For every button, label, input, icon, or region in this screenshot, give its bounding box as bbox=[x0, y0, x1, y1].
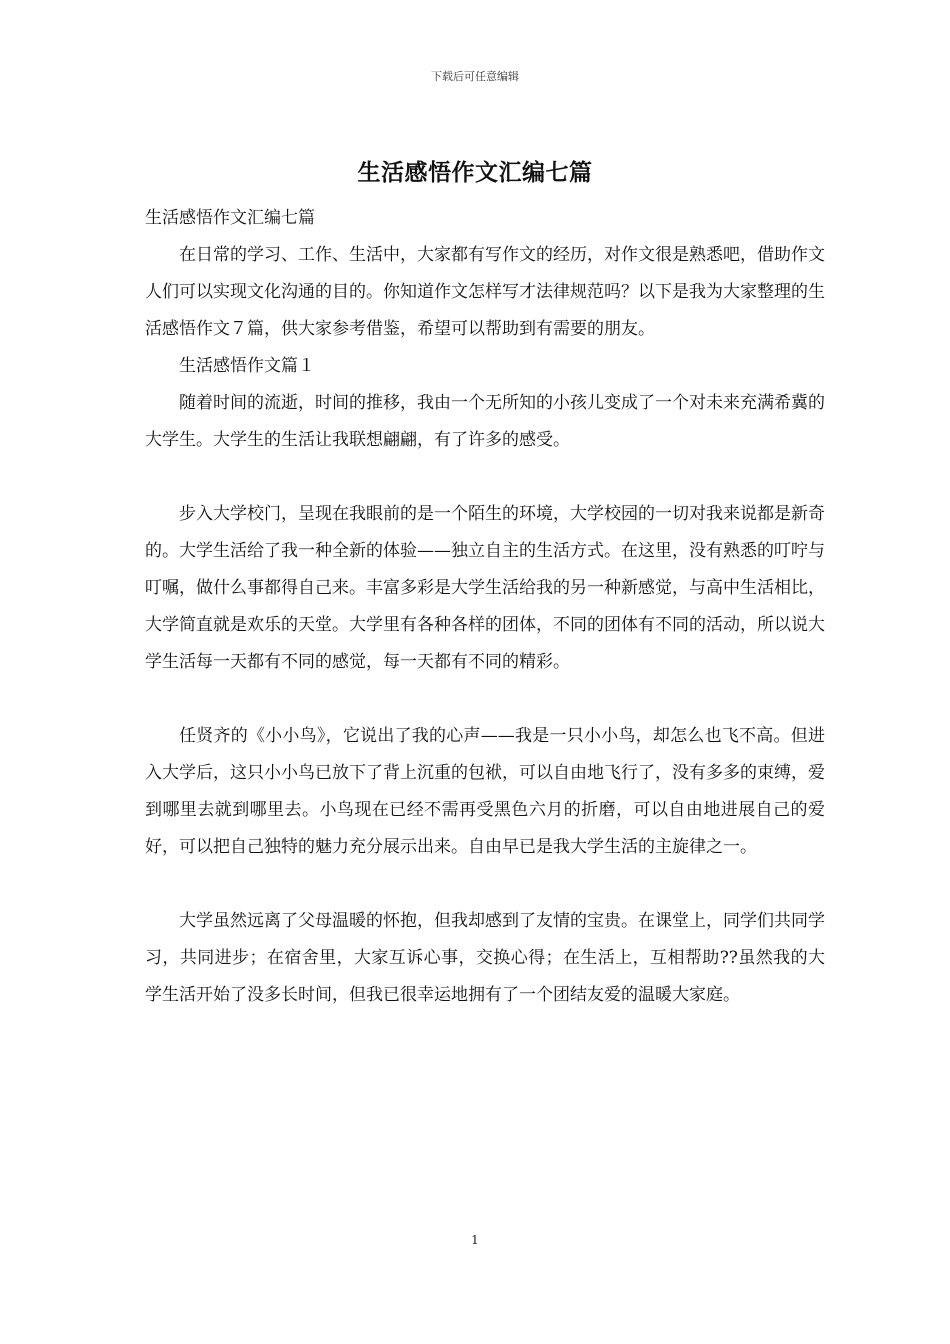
page-number: 1 bbox=[471, 1233, 479, 1247]
document-body bbox=[145, 200, 825, 1014]
paragraph-spacer bbox=[145, 459, 825, 496]
body-paragraph-2: 步入大学校门，呈现在我眼前的是一个陌生的环境，大学校园的一切对我来说都是新奇的。大学生活给了我一种全新的体验——独立自主的生活方式。在这里，没有熟悉的叮咛与叮嘱，做什么事都得自己来。丰富多彩是大学生活给我的另一种新感觉，与高中生活相比，大学简直就是欢乐的天堂。大学里有各种各样的团体，不同的团体有不同的活动，所以说大学生活每一天都有不同的感觉，每一天都有不同的精彩。 bbox=[145, 504, 825, 672]
document-subtitle: 生活感悟作文汇编七篇 bbox=[145, 208, 315, 228]
header-note: 下载后可任意编辑 bbox=[431, 70, 519, 83]
body-paragraph-3: 任贤齐的《小小鸟》，它说出了我的心声——我是一只小小鸟，却怎么也飞不高。但进入大学后，这只小小鸟已放下了背上沉重的包袱，可以自由地飞行了，没有多多的束缚，爱到哪里去就到哪里去。小鸟现在已经不需再受黑色六月的折磨，可以自由地进展自己的爱好，可以把自己独特的魅力充分展示出来。自由早已是我大学生活的主旋律之一。 bbox=[145, 726, 825, 857]
body-paragraph-4: 大学虽然远离了父母温暖的怀抱，但我却感到了友情的宝贵。在课堂上，同学们共同学习，共同进步；在宿舍里，大家互诉心事，交换心得；在生活上，互相帮助??虽然我的大学生活开始了没多长时间，但我已很幸运地拥有了一个团结友爱的温暖大家庭。 bbox=[145, 911, 825, 1005]
section-heading: 生活感悟作文篇１ bbox=[179, 356, 315, 376]
paragraph-spacer bbox=[145, 866, 825, 903]
body-paragraph-1: 随着时间的流逝，时间的推移，我由一个无所知的小孩儿变成了一个对未来充满希冀的大学生。大学生的生活让我联想翩翩，有了许多的感受。 bbox=[145, 393, 825, 450]
document-title: 生活感悟作文汇编七篇 bbox=[357, 159, 593, 186]
intro-paragraph: 在日常的学习、工作、生活中，大家都有写作文的经历，对作文很是熟悉吧，借助作文人们可以实现文化沟通的目的。你知道作文怎样写才法律规范吗？以下是我为大家整理的生活感悟作文７篇，供大家参考借鉴，希望可以帮助到有需要的朋友。 bbox=[145, 245, 825, 339]
paragraph-spacer bbox=[145, 681, 825, 718]
